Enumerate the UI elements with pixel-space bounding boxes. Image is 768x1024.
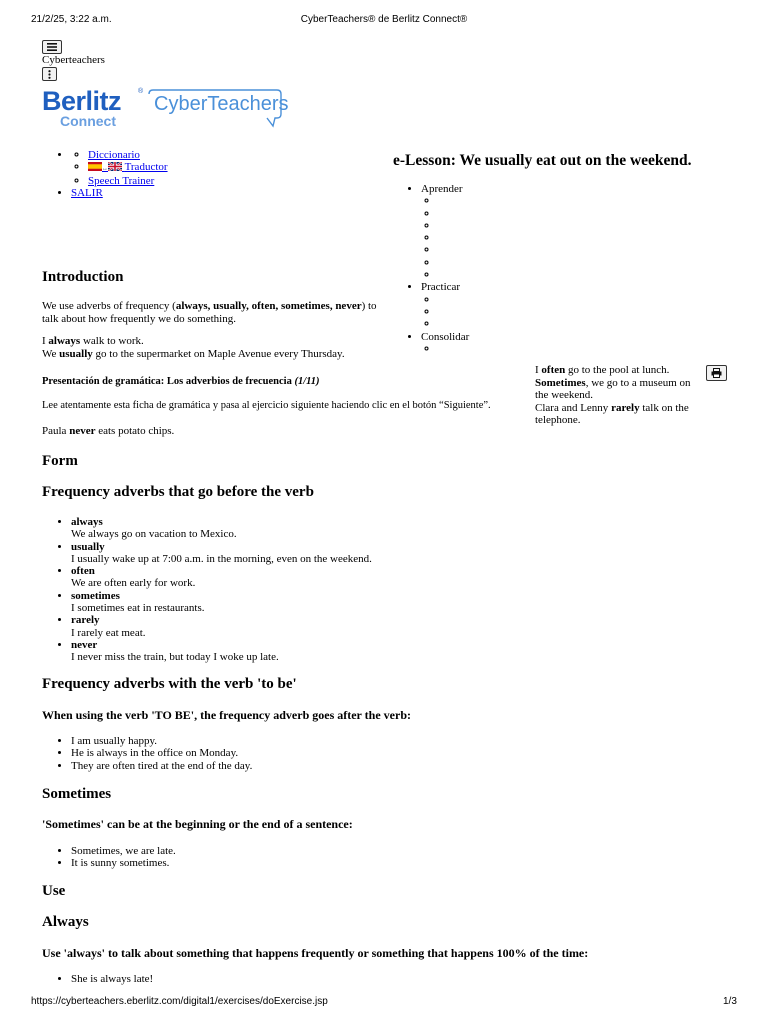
site-name: Cyberteachers xyxy=(42,54,105,66)
presentation-title xyxy=(42,376,320,389)
presentation-title-text: Presentación de gramática: Los adverbios de frecuencia xyxy=(42,376,295,387)
step-item[interactable] xyxy=(438,208,469,220)
adverb-item xyxy=(71,541,372,566)
list-item: • They are often tired at the end of the day. xyxy=(71,760,252,772)
adverb-item xyxy=(71,614,372,639)
more-options-button[interactable] xyxy=(42,67,57,81)
nav-item-diccionario xyxy=(88,149,168,161)
adverb-term: always xyxy=(71,516,103,528)
list-item: • I am usually happy. xyxy=(71,735,252,747)
to-be-subheading: When using the verb 'TO BE', the frequency adverb goes after the verb: xyxy=(42,708,411,722)
text: go to the pool at lunch. xyxy=(565,364,670,376)
hamburger-icon xyxy=(47,43,57,51)
lesson-title: e-Lesson: We usually eat out on the weekend. xyxy=(393,152,692,169)
text: telephone. xyxy=(535,414,581,426)
text: ) to xyxy=(361,300,377,312)
always-subheading: Use 'always' to talk about something that happens frequently or something that happens 100% of the time: xyxy=(42,946,589,960)
diccionario-link[interactable]: Diccionario xyxy=(88,149,140,161)
registered-mark: ® xyxy=(138,88,144,95)
text: I xyxy=(535,364,542,376)
berlitz-connect-logo[interactable] xyxy=(42,86,292,130)
lesson-step-nav xyxy=(392,183,469,355)
adverb-example: I never miss the train, but today I woke up late. xyxy=(71,651,279,664)
adverb-item xyxy=(71,639,372,664)
step-consolidar[interactable] xyxy=(421,331,469,356)
text: go to the supermarket on Maple Avenue every Thursday. xyxy=(92,347,345,360)
adverb-example: I usually wake up at 7:00 a.m. in the morning, even on the weekend. xyxy=(71,552,372,565)
text: Paula xyxy=(42,425,70,437)
step-aprender[interactable] xyxy=(421,183,469,281)
adverb-example: We always go on vacation to Mexico. xyxy=(71,528,237,541)
adverb: usually xyxy=(59,347,93,360)
step-practicar-label: Practicar xyxy=(421,281,461,294)
text: eats potato chips. xyxy=(95,425,175,437)
adverb-list: always, usually, often, sometimes, never xyxy=(175,300,362,312)
to-be-list xyxy=(42,735,252,772)
intro-paragraph xyxy=(42,300,377,325)
text: I xyxy=(42,335,49,347)
print-title: CyberTeachers® de Berlitz Connect® xyxy=(300,14,468,25)
nav-tools xyxy=(71,149,168,187)
step-consolidar-label: Consolidar xyxy=(421,330,470,343)
step-item[interactable] xyxy=(438,232,469,244)
printer-icon xyxy=(711,368,722,378)
arrows-icon: ↔ xyxy=(102,166,108,172)
speech-bubble-icon xyxy=(147,88,285,128)
logo-connect: Connect xyxy=(60,113,116,129)
form-heading: Form xyxy=(42,453,78,469)
presentation-example xyxy=(42,425,174,438)
adverb: always xyxy=(48,335,81,347)
vertical-dots-icon xyxy=(48,70,51,79)
adverb: often xyxy=(541,364,566,376)
adverb-term: often xyxy=(71,565,95,578)
step-item[interactable] xyxy=(438,269,469,281)
adverb-term: never xyxy=(71,638,98,651)
text: We xyxy=(42,347,60,360)
adverb-term: sometimes xyxy=(71,589,120,602)
step-aprender-label: Aprender xyxy=(421,183,463,195)
salir-link[interactable]: SALIR xyxy=(71,187,103,199)
logo-cyberteachers: CyberTeachers xyxy=(154,93,289,115)
step-item[interactable] xyxy=(438,294,469,306)
adverb: Sometimes xyxy=(535,376,586,389)
step-item[interactable] xyxy=(438,244,469,256)
nav-item-speech-trainer xyxy=(88,175,168,187)
adverb-term: usually xyxy=(71,540,105,553)
text: Clara and Lenny xyxy=(535,401,612,414)
text: the weekend. xyxy=(535,389,594,401)
adverb: never xyxy=(69,425,96,437)
step-item[interactable] xyxy=(438,195,469,207)
adverb-item xyxy=(71,516,372,541)
step-practicar[interactable] xyxy=(421,281,469,330)
list-item: • He is always in the office on Monday. xyxy=(71,747,252,759)
adverb-example: We are often early for work. xyxy=(71,577,196,590)
sometimes-list xyxy=(42,845,176,870)
sometimes-subheading: 'Sometimes' can be at the beginning or the end of a sentence: xyxy=(42,817,353,831)
list-item: • She is always late! xyxy=(71,973,153,985)
print-url: https://cyberteachers.eberlitz.com/digital1/exercises/doExercise.jsp xyxy=(31,996,328,1007)
print-button[interactable] xyxy=(706,365,727,381)
text: , we go to a museum on xyxy=(585,376,691,389)
before-verb-heading: Frequency adverbs that go before the verb xyxy=(42,484,314,500)
step-item[interactable] xyxy=(438,343,469,355)
always-heading: Always xyxy=(42,914,89,930)
text: walk to work. xyxy=(80,335,144,347)
intro-examples xyxy=(42,335,345,360)
text: We use adverbs of frequency ( xyxy=(42,300,176,312)
adverb-example: I sometimes eat in restaurants. xyxy=(71,602,205,615)
text: talk about how frequently we do something. xyxy=(42,312,236,325)
spain-flag-icon xyxy=(88,162,102,171)
use-heading: Use xyxy=(42,883,66,899)
step-item[interactable] xyxy=(438,257,469,269)
to-be-heading: Frequency adverbs with the verb 'to be' xyxy=(42,676,297,692)
adverb-item xyxy=(71,565,372,590)
step-item[interactable] xyxy=(438,306,469,318)
speech-trainer-link[interactable]: Speech Trainer xyxy=(88,175,155,187)
step-item[interactable] xyxy=(438,318,469,330)
adverb-term: rarely xyxy=(71,614,100,627)
always-list xyxy=(42,973,153,985)
logo-berlitz: Berlitz xyxy=(42,86,122,116)
print-page-number: 1/3 xyxy=(723,996,737,1007)
list-item: • Sometimes, we are late. xyxy=(71,845,176,857)
adverb: rarely xyxy=(611,401,640,414)
presentation-counter: (1/11) xyxy=(294,376,320,387)
nav-item-salir xyxy=(71,187,168,199)
adverb-example: I rarely eat meat. xyxy=(71,626,146,639)
nav-item-traductor xyxy=(88,161,168,175)
adverb-list xyxy=(42,516,372,664)
side-examples xyxy=(535,364,691,427)
text: talk on the xyxy=(639,401,689,414)
traductor-label: Traductor xyxy=(124,161,168,173)
sometimes-heading: Sometimes xyxy=(42,786,112,802)
introduction-heading: Introduction xyxy=(42,269,124,285)
list-item: • It is sunny sometimes. xyxy=(71,857,176,869)
main-nav xyxy=(42,149,168,199)
traductor-link[interactable] xyxy=(88,161,168,173)
step-item[interactable] xyxy=(438,220,469,232)
print-datetime: 21/2/25, 3:22 a.m. xyxy=(31,14,112,25)
adverb-item xyxy=(71,590,372,615)
menu-button[interactable] xyxy=(42,40,62,54)
uk-flag-icon xyxy=(108,162,122,171)
presentation-instruction: Lee atentamente esta ficha de gramática y pasa al ejercicio siguiente haciendo clic en el botón “Siguiente”. xyxy=(42,400,491,411)
